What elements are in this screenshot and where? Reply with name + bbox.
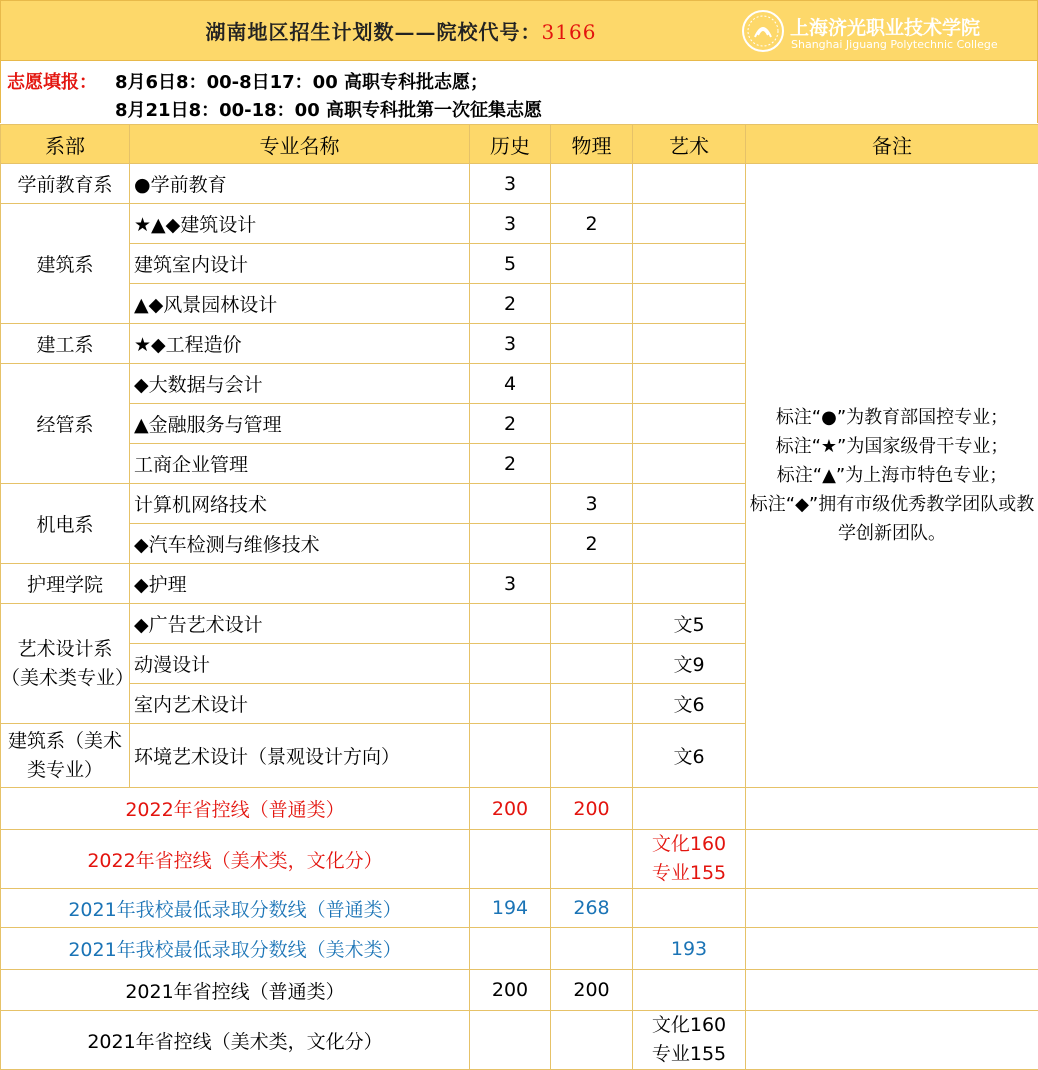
history-cell: 3 — [470, 324, 551, 364]
physics-cell — [551, 284, 633, 324]
column-header: 系部 — [1, 125, 130, 164]
dept-cell: 建筑系 — [1, 204, 130, 324]
remark-line: 标注“▲”为上海市特色专业； — [746, 461, 1038, 490]
physics-score: 200 — [551, 788, 633, 830]
major-cell: ◆汽车检测与维修技术 — [130, 524, 470, 564]
column-header: 专业名称 — [130, 125, 470, 164]
page-title — [1, 1, 801, 60]
score-row — [1, 788, 1038, 830]
art-score — [633, 1011, 746, 1070]
major-cell: 动漫设计 — [130, 644, 470, 684]
history-cell: 2 — [470, 284, 551, 324]
title-text: 湖南地区招生计划数——院校代号： — [206, 20, 542, 44]
major-cell: ◆护理 — [130, 564, 470, 604]
application-notice — [0, 61, 1038, 123]
physics-cell — [551, 324, 633, 364]
physics-cell — [551, 244, 633, 284]
physics-score — [551, 1011, 633, 1070]
physics-cell — [551, 364, 633, 404]
score-label: 2021年省控线（普通类） — [1, 970, 470, 1011]
art-score-line: 文化160 — [633, 830, 745, 859]
remark-line: 标注“★”为国家级骨干专业； — [746, 432, 1038, 461]
art-cell — [633, 524, 746, 564]
history-cell — [470, 524, 551, 564]
art-cell: 文9 — [633, 644, 746, 684]
art-cell: 文6 — [633, 684, 746, 724]
dept-cell: 建工系 — [1, 324, 130, 364]
history-cell — [470, 684, 551, 724]
table-header-row — [1, 125, 1038, 164]
art-cell — [633, 284, 746, 324]
score-label: 2021年我校最低录取分数线（普通类） — [1, 889, 470, 928]
art-score-line: 文化160 — [633, 1011, 745, 1040]
table-row — [1, 164, 1038, 204]
history-cell — [470, 644, 551, 684]
history-cell: 2 — [470, 444, 551, 484]
history-score — [470, 928, 551, 970]
empty-cell — [746, 970, 1038, 1011]
major-cell: 室内艺术设计 — [130, 684, 470, 724]
college-emblem-icon — [741, 9, 785, 53]
column-header: 备注 — [746, 125, 1038, 164]
physics-cell: 3 — [551, 484, 633, 524]
art-score — [633, 788, 746, 830]
art-score — [633, 889, 746, 928]
dept-cell: 建筑系（美术类专业） — [1, 724, 130, 788]
physics-cell — [551, 684, 633, 724]
score-row — [1, 1011, 1038, 1070]
column-header: 物理 — [551, 125, 633, 164]
empty-cell — [746, 928, 1038, 970]
score-row — [1, 928, 1038, 970]
history-cell — [470, 604, 551, 644]
physics-score: 200 — [551, 970, 633, 1011]
physics-score: 268 — [551, 889, 633, 928]
dept-cell: 护理学院 — [1, 564, 130, 604]
column-header: 艺术 — [633, 125, 746, 164]
history-cell: 3 — [470, 564, 551, 604]
major-cell: ▲◆风景园林设计 — [130, 284, 470, 324]
physics-cell — [551, 404, 633, 444]
score-row — [1, 970, 1038, 1011]
remark-line: 标注“●”为教育部国控专业； — [746, 403, 1038, 432]
physics-cell — [551, 724, 633, 788]
dept-cell: 经管系 — [1, 364, 130, 484]
notice-label: 志愿填报： — [7, 68, 97, 94]
score-label: 2021年省控线（美术类，文化分） — [1, 1011, 470, 1070]
art-cell — [633, 164, 746, 204]
score-label: 2022年省控线（普通类） — [1, 788, 470, 830]
physics-cell — [551, 444, 633, 484]
empty-cell — [746, 1011, 1038, 1070]
score-row — [1, 889, 1038, 928]
major-cell: 环境艺术设计（景观设计方向） — [130, 724, 470, 788]
art-cell — [633, 364, 746, 404]
art-cell — [633, 204, 746, 244]
major-cell: 计算机网络技术 — [130, 484, 470, 524]
school-logo — [741, 9, 1038, 55]
history-score — [470, 1011, 551, 1070]
school-name-en: Shanghai Jiguang Polytechnic College — [791, 38, 998, 51]
art-cell — [633, 484, 746, 524]
history-cell: 3 — [470, 204, 551, 244]
major-cell: ★◆工程造价 — [130, 324, 470, 364]
physics-score — [551, 830, 633, 889]
physics-score — [551, 928, 633, 970]
empty-cell — [746, 889, 1038, 928]
empty-cell — [746, 788, 1038, 830]
history-cell — [470, 484, 551, 524]
art-cell — [633, 404, 746, 444]
physics-cell — [551, 564, 633, 604]
art-score-line: 193 — [633, 938, 745, 960]
art-cell — [633, 444, 746, 484]
art-cell: 文5 — [633, 604, 746, 644]
column-header: 历史 — [470, 125, 551, 164]
art-cell: 文6 — [633, 724, 746, 788]
art-score — [633, 970, 746, 1011]
major-cell: ★▲◆建筑设计 — [130, 204, 470, 244]
art-score — [633, 830, 746, 889]
major-cell: 工商企业管理 — [130, 444, 470, 484]
art-score-line: 专业155 — [633, 859, 745, 888]
remark-line: 标注“◆”拥有市级优秀教学团队或教学创新团队。 — [746, 490, 1038, 548]
major-cell: ●学前教育 — [130, 164, 470, 204]
score-label: 2022年省控线（美术类，文化分） — [1, 830, 470, 889]
physics-cell: 2 — [551, 524, 633, 564]
page-header — [0, 0, 1038, 61]
history-cell: 3 — [470, 164, 551, 204]
history-score — [470, 830, 551, 889]
history-score: 200 — [470, 788, 551, 830]
art-cell — [633, 324, 746, 364]
major-cell: ◆大数据与会计 — [130, 364, 470, 404]
art-cell — [633, 564, 746, 604]
remarks-cell — [746, 164, 1038, 788]
notice-line: 8月21日8：00-18：00 高职专科批第一次征集志愿 — [115, 96, 542, 122]
history-cell: 5 — [470, 244, 551, 284]
dept-cell: 艺术设计系（美术类专业） — [1, 604, 130, 724]
art-score-line: 专业155 — [633, 1040, 745, 1069]
physics-cell — [551, 164, 633, 204]
enrollment-plan-table — [0, 124, 1038, 1070]
physics-cell: 2 — [551, 204, 633, 244]
history-score: 200 — [470, 970, 551, 1011]
school-code: 3166 — [542, 20, 597, 44]
dept-cell: 学前教育系 — [1, 164, 130, 204]
history-cell: 2 — [470, 404, 551, 444]
physics-cell — [551, 644, 633, 684]
history-cell: 4 — [470, 364, 551, 404]
empty-cell — [746, 830, 1038, 889]
art-score — [633, 928, 746, 970]
dept-cell: 机电系 — [1, 484, 130, 564]
score-row — [1, 830, 1038, 889]
art-cell — [633, 244, 746, 284]
notice-line: 8月6日8：00-8日17：00 高职专科批志愿； — [115, 68, 488, 94]
major-cell: ◆广告艺术设计 — [130, 604, 470, 644]
score-label: 2021年我校最低录取分数线（美术类） — [1, 928, 470, 970]
school-name-cn: 上海济光职业技术学院 — [790, 13, 980, 40]
major-cell: ▲金融服务与管理 — [130, 404, 470, 444]
major-cell: 建筑室内设计 — [130, 244, 470, 284]
physics-cell — [551, 604, 633, 644]
history-cell — [470, 724, 551, 788]
history-score: 194 — [470, 889, 551, 928]
